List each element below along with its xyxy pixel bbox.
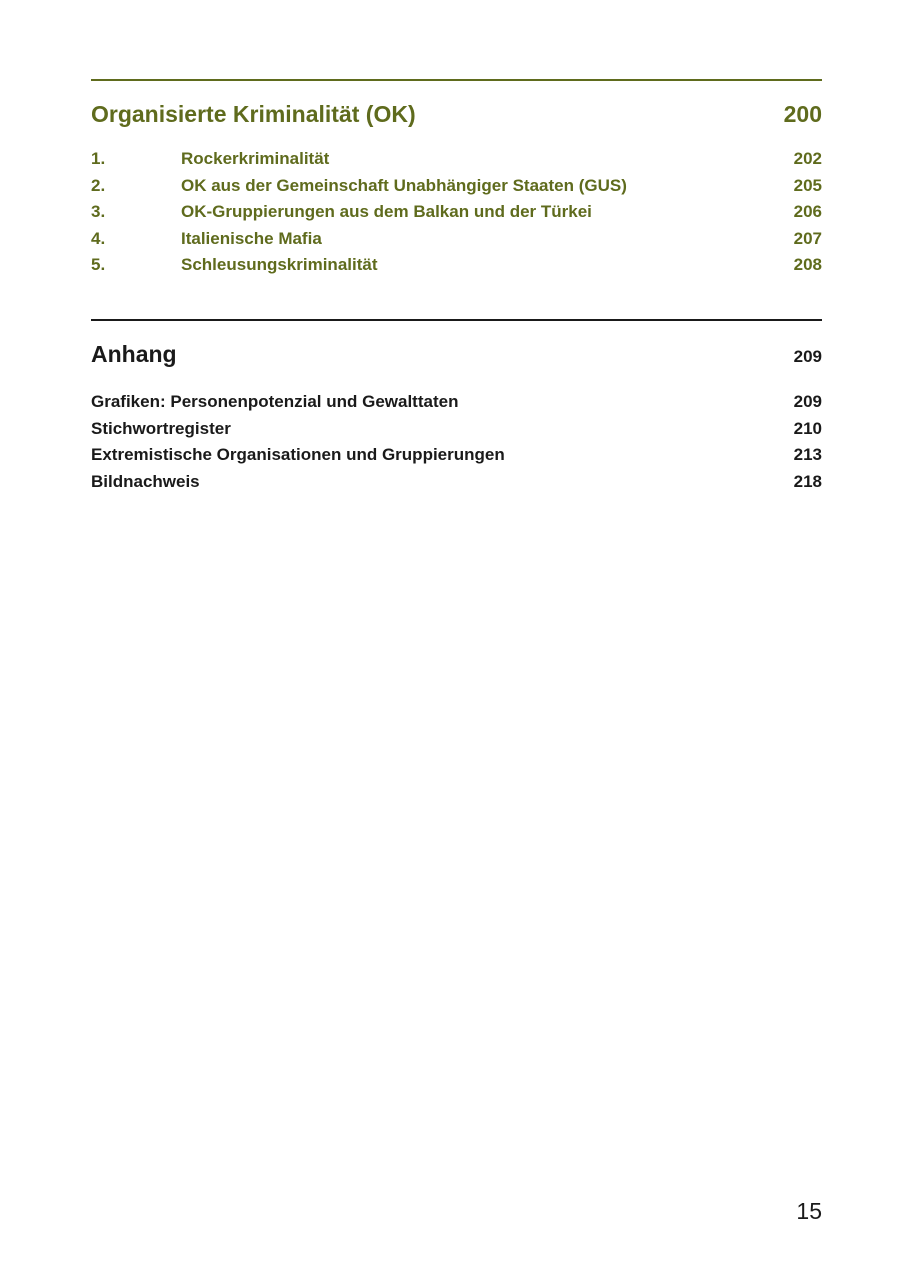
section-divider [91, 79, 822, 81]
section-heading [91, 99, 822, 129]
toc-section-organized-crime [91, 79, 822, 279]
toc-entry [91, 146, 822, 173]
entry-title: Italienische Mafia [181, 228, 322, 248]
entry-title: Rockerkriminalität [181, 149, 330, 168]
entry-page-number: 210 [793, 418, 822, 438]
entry-page-number: 218 [793, 471, 822, 491]
section-page-number: 200 [783, 101, 822, 127]
toc-entry [91, 416, 822, 443]
entry-number: 2. [91, 175, 106, 195]
entry-page-number: 202 [793, 149, 822, 168]
toc-entry-list [91, 389, 822, 495]
entry-page-number: 208 [793, 255, 822, 275]
section-heading [91, 339, 822, 372]
page-number: 15 [796, 1198, 822, 1224]
entry-page-number: 209 [793, 392, 822, 411]
entry-title: Schleusungskriminalität [181, 255, 378, 275]
toc-entry [91, 469, 822, 496]
entry-number: 1. [91, 149, 106, 168]
toc-entry [91, 226, 822, 253]
toc-page [91, 0, 822, 1271]
toc-entry [91, 173, 822, 200]
section-divider [91, 319, 822, 321]
entry-title: Extremistische Organisationen und Gruppierungen [91, 445, 505, 465]
entry-page-number: 206 [793, 202, 822, 222]
section-title: Anhang [91, 341, 177, 367]
toc-entry [91, 252, 822, 279]
entry-page-number: 205 [793, 175, 822, 195]
entry-number: 3. [91, 202, 106, 222]
section-page-number: 209 [793, 347, 822, 366]
toc-entry [91, 442, 822, 469]
toc-entry [91, 389, 822, 416]
entry-title: Bildnachweis [91, 471, 200, 491]
entry-title: OK aus der Gemeinschaft Unabhängiger Staaten (GUS) [181, 175, 627, 195]
toc-section-appendix [91, 319, 822, 495]
entry-page-number: 207 [793, 228, 822, 248]
entry-number: 5. [91, 255, 106, 275]
entry-title: OK-Gruppierungen aus dem Balkan und der Türkei [181, 202, 592, 222]
toc-entry [91, 199, 822, 226]
entry-page-number: 213 [793, 445, 822, 465]
toc-entry-list [91, 146, 822, 279]
entry-title: Stichwortregister [91, 418, 231, 438]
section-title: Organisierte Kriminalität (OK) [91, 101, 416, 127]
entry-number: 4. [91, 228, 106, 248]
entry-title: Grafiken: Personenpotenzial und Gewalttaten [91, 392, 459, 411]
